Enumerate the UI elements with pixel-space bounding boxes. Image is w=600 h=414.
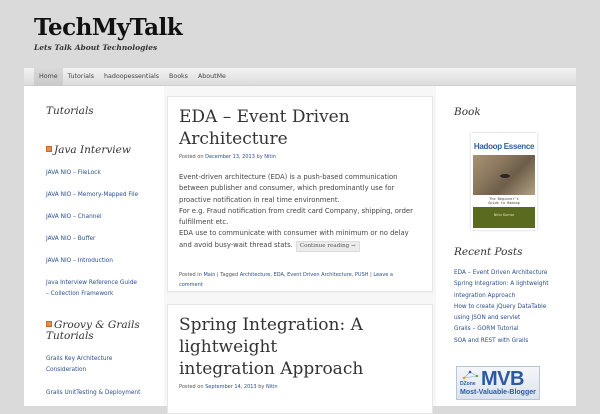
site-title[interactable]: TechMyTalk: [34, 14, 183, 41]
tag-link[interactable]: EDA: [273, 271, 284, 278]
nav-home[interactable]: Home: [34, 68, 63, 86]
network-icon: [462, 370, 480, 380]
elephant-photo: [473, 155, 535, 195]
sidebar-link[interactable]: Java Interview Reference Guide: [46, 280, 137, 286]
grails-heading[interactable]: Groovy & Grails Tutorials: [46, 319, 140, 342]
sidebar-link[interactable]: JAVA NIO – FileLock: [46, 170, 101, 176]
tutorials-heading: Tutorials: [46, 105, 94, 117]
recent-posts-heading: Recent Posts: [454, 246, 523, 258]
post-meta: Posted on December 13, 2013 by Nitin: [179, 154, 276, 160]
book-title: Hadoop Essence: [473, 142, 535, 151]
leave-comment-link[interactable]: Leave a: [373, 271, 393, 278]
recent-post-link[interactable]: Spring Integration: A lightweight: [454, 281, 549, 288]
rss-icon[interactable]: [46, 146, 52, 152]
sidebar-link[interactable]: Grails UnitTesting & Deployment: [46, 390, 141, 396]
grails-list: [46, 354, 164, 399]
recent-post-link[interactable]: How to create jQuery DataTable: [454, 303, 547, 310]
mvb-label: MVB: [481, 368, 524, 390]
rss-icon[interactable]: [46, 321, 52, 327]
sidebar-link[interactable]: JAVA NIO – Channel: [46, 214, 102, 220]
sidebar-link[interactable]: JAVA NIO – Introduction: [46, 258, 113, 264]
tag-link[interactable]: Architecture: [239, 271, 271, 278]
sidebar-link[interactable]: JAVA NIO – Memory-Mapped File: [46, 192, 139, 198]
book-author-band: Nitin Kumar: [473, 207, 535, 228]
post-title[interactable]: Spring Integration: A lightweight integration Approach: [179, 315, 364, 379]
recent-post-link[interactable]: SOA and REST with Grails: [454, 337, 529, 344]
sidebar-link[interactable]: Grails Key Architecture: [46, 356, 113, 362]
dzone-label: DZone: [460, 381, 476, 387]
site-header: [34, 14, 182, 52]
post-card: [167, 96, 433, 292]
nav-books[interactable]: Books: [169, 73, 188, 80]
post-meta: Posted on September 14, 2013 by Nitin: [179, 384, 278, 390]
post-card: [167, 304, 433, 414]
tag-link[interactable]: Event Driven Architecture: [287, 271, 352, 278]
left-sidebar: [24, 86, 164, 406]
post-excerpt: Event-driven architecture (EDA) is a push-based communication between publisher and consumer, which predominantly use for proactive notification in real time environment. For e.g. Fraud notification from credit card Company, shipping, order fulfillment etc. EDA use to communicate with consumer with minimum or no delay and avoid busy-wait thread stats. Continue reading →: [179, 172, 421, 252]
book-subtitle: The Beginner's Guide to Hadoop: [488, 197, 520, 205]
category-link[interactable]: Main: [203, 271, 216, 278]
recent-post-link[interactable]: EDA – Event Driven Architecture: [454, 270, 548, 276]
tag-link[interactable]: PUSH: [354, 271, 369, 278]
nav-hadoopessentials[interactable]: hadoopessentials: [104, 73, 160, 80]
recent-post-link[interactable]: integration Approach: [454, 292, 516, 299]
nav-tutorials[interactable]: Tutorials: [67, 73, 95, 80]
nav-aboutme[interactable]: AboutMe: [197, 73, 226, 80]
sidebar-link[interactable]: Consideration: [46, 367, 87, 373]
mvb-sublabel: Most-Valuable-Blogger: [460, 389, 536, 396]
post-date-link[interactable]: December 13, 2013: [205, 154, 255, 160]
java-interview-list: [46, 168, 164, 300]
site-tagline: Lets Talk About Technologies: [34, 43, 158, 52]
book-heading: Book: [454, 106, 481, 118]
recent-posts-list: [454, 268, 574, 347]
book-cover-image[interactable]: [471, 133, 537, 230]
java-interview-heading[interactable]: Java Interview: [46, 144, 131, 156]
main-nav: [24, 68, 576, 86]
continue-reading-button[interactable]: Continue reading →: [296, 241, 360, 252]
post-author-link[interactable]: Nitin: [264, 154, 276, 160]
recent-post-link[interactable]: using JSON and servlet: [454, 315, 521, 322]
post-author-link[interactable]: Nitin: [265, 384, 278, 390]
sidebar-link[interactable]: – Collection Framework: [46, 291, 114, 297]
dzone-mvb-badge[interactable]: [456, 366, 540, 400]
post-date-link[interactable]: September 14, 2013: [205, 384, 257, 390]
sidebar-link[interactable]: JAVA NIO – Buffer: [46, 236, 96, 242]
post-footer: Posted in Main | Tagged Architecture, EDA, Event Driven Architecture, PUSH | Leave a comment: [179, 271, 393, 288]
recent-post-link[interactable]: Grails – GORM Tutorial: [454, 326, 519, 333]
post-title[interactable]: EDA – Event Driven Architecture: [179, 107, 350, 149]
leave-comment-link[interactable]: comment: [179, 281, 203, 288]
